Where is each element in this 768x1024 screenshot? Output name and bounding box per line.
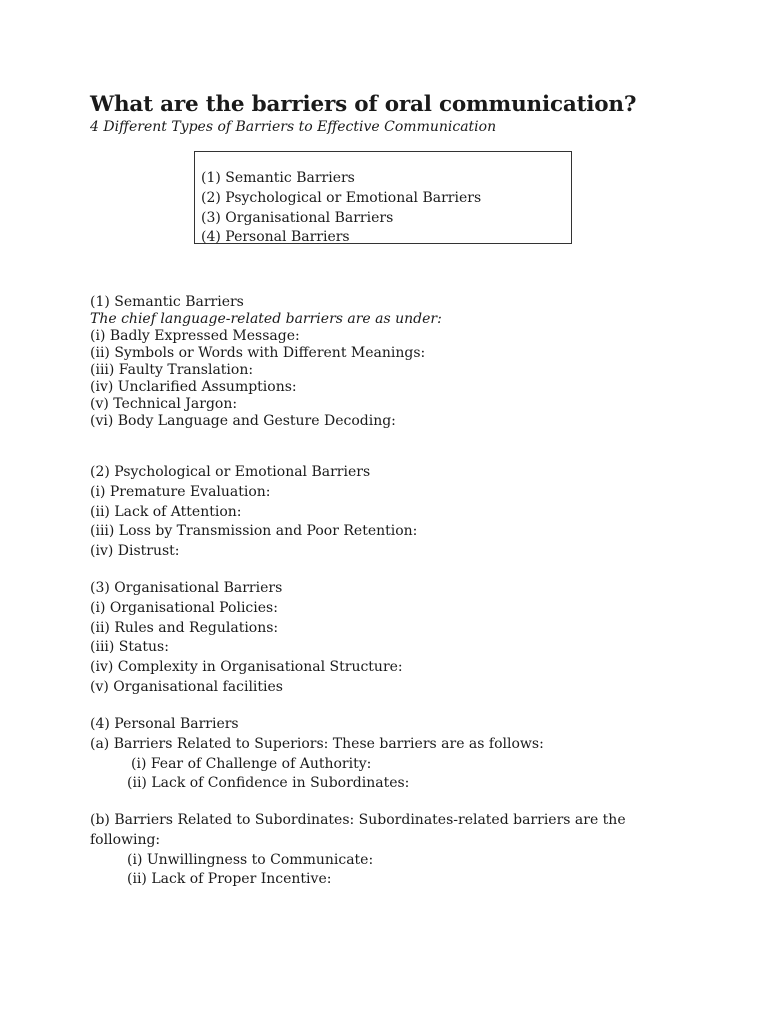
- toc-item: (2) Psychological or Emotional Barriers: [201, 189, 482, 206]
- list-item: (i) Fear of Challenge of Authority:: [131, 755, 372, 772]
- subsection-intro: (b) Barriers Related to Subordinates: Subordinates-related barriers are the following:: [90, 812, 626, 848]
- section-heading: (4) Personal Barriers: [90, 716, 239, 732]
- toc-item: (4) Personal Barriers: [201, 229, 350, 246]
- section-heading: (1) Semantic Barriers: [90, 294, 244, 310]
- list-item: (i) Unwillingness to Communicate:: [127, 851, 374, 868]
- list-item: (v) Technical Jargon:: [90, 396, 238, 412]
- page-title: What are the barriers of oral communication?: [90, 92, 637, 117]
- list-item: (iii) Status:: [90, 639, 169, 656]
- list-item: (i) Organisational Policies:: [90, 599, 278, 616]
- section-heading: (2) Psychological or Emotional Barriers: [90, 464, 371, 480]
- list-item: (ii) Symbols or Words with Different Meanings:: [90, 345, 426, 361]
- semantic-section: [90, 294, 690, 430]
- section-heading: (3) Organisational Barriers: [90, 580, 283, 596]
- psychological-section: [90, 463, 690, 562]
- organisational-section: [90, 579, 690, 698]
- section-intro: The chief language-related barriers are as under:: [90, 311, 442, 327]
- list-item: (ii) Lack of Proper Incentive:: [127, 871, 332, 888]
- list-item: (i) Badly Expressed Message:: [90, 328, 300, 344]
- list-item: (i) Premature Evaluation:: [90, 483, 271, 500]
- list-item: (iv) Unclarified Assumptions:: [90, 379, 297, 395]
- subordinates-section: [90, 811, 690, 890]
- toc-item: (3) Organisational Barriers: [201, 209, 394, 226]
- page-subtitle: 4 Different Types of Barriers to Effective Communication: [90, 119, 497, 135]
- list-item: (ii) Lack of Attention:: [90, 503, 242, 520]
- toc-item: (1) Semantic Barriers: [201, 170, 355, 186]
- list-item: (iii) Faulty Translation:: [90, 362, 254, 378]
- list-item: (vi) Body Language and Gesture Decoding:: [90, 413, 396, 429]
- barrier-types-box: [194, 151, 572, 244]
- list-item: (ii) Rules and Regulations:: [90, 619, 279, 636]
- list-item: (v) Organisational facilities: [90, 678, 283, 695]
- list-item: (iv) Distrust:: [90, 543, 180, 560]
- list-item: (iii) Loss by Transmission and Poor Retention:: [90, 523, 418, 540]
- list-item: (ii) Lack of Confidence in Subordinates:: [127, 775, 410, 792]
- personal-section: [90, 715, 690, 794]
- list-item: (iv) Complexity in Organisational Structure:: [90, 659, 403, 676]
- subsection-intro: (a) Barriers Related to Superiors: These barriers are as follows:: [90, 735, 544, 752]
